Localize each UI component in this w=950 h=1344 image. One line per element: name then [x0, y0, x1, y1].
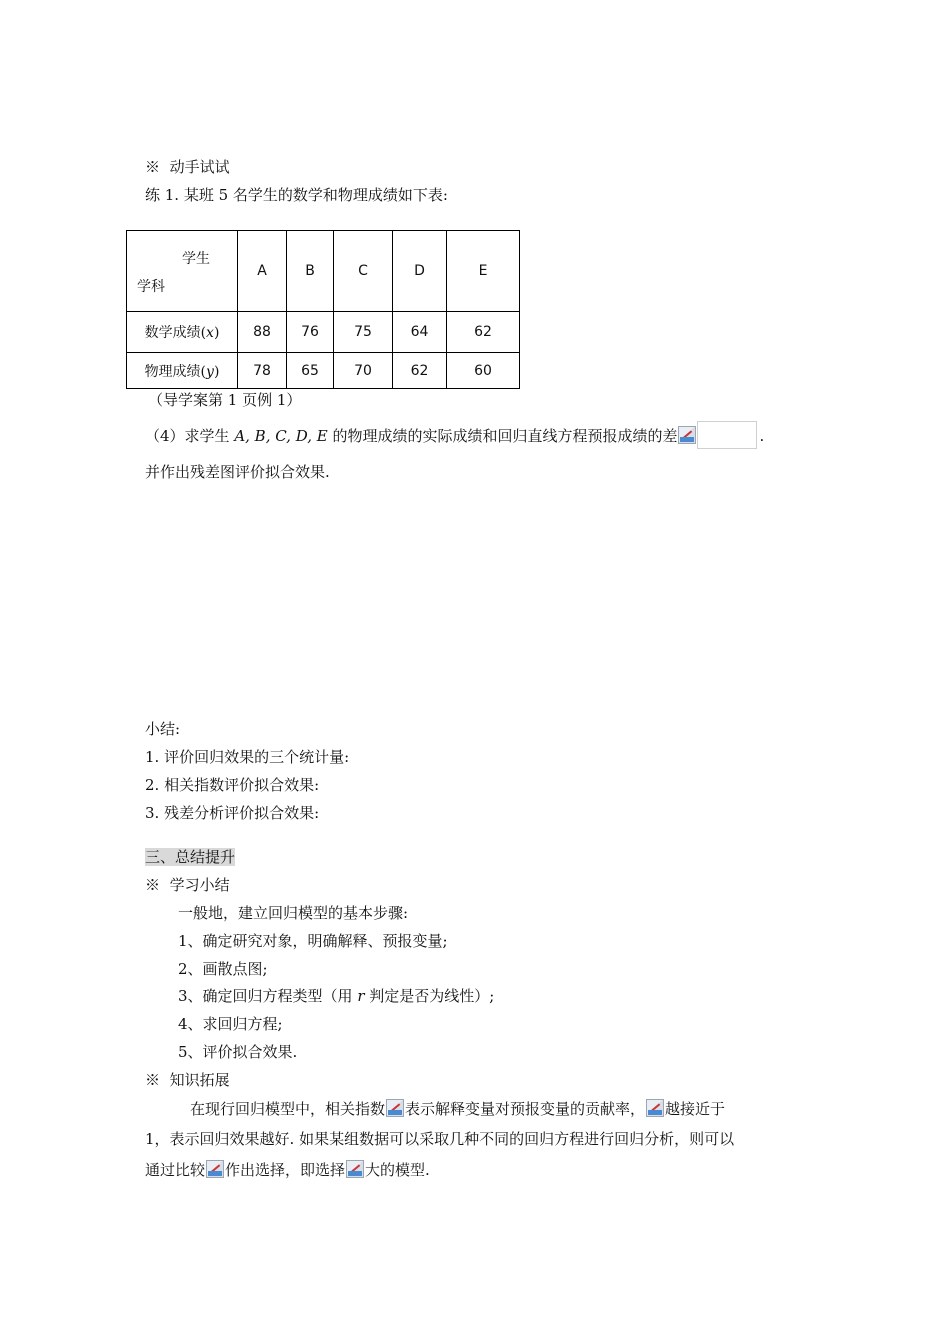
- study-summary-title: 学习小结: [169, 876, 230, 894]
- knowledge-title: 知识拓展: [169, 1071, 230, 1089]
- table-cell: 62: [447, 312, 520, 353]
- question-4-line2: 并作出残差图评价拟合效果.: [145, 463, 330, 481]
- knowledge-text: 在现行回归模型中，相关指数: [190, 1100, 386, 1118]
- table-cell: 70: [334, 353, 393, 389]
- study-summary-heading: [145, 875, 230, 895]
- table-cell: 65: [287, 353, 334, 389]
- question-4-end: .: [759, 427, 765, 445]
- row-variable: y: [206, 363, 214, 380]
- exercise-text: 练 1. 某班 5 名学生的数学和物理成绩如下表:: [145, 186, 448, 204]
- knowledge-text: 通过比较: [145, 1161, 206, 1179]
- answer-blank: [697, 421, 757, 449]
- question-4-suffix: 的物理成绩的实际成绩和回归直线方程预报成绩的差: [327, 427, 678, 445]
- formula-image-icon: [646, 1099, 664, 1117]
- question-4-line1: [145, 421, 764, 449]
- row-label-cell: [127, 312, 238, 353]
- row-label-close: ): [213, 325, 220, 341]
- summary-item: 3. 残差分析评价拟合效果:: [145, 804, 320, 822]
- table-cell: 75: [334, 312, 393, 353]
- knowledge-text: 作出选择，即选择: [225, 1161, 346, 1179]
- student-header-cell: D: [393, 231, 447, 312]
- row-label-close: ): [213, 363, 220, 380]
- table-header-row: [127, 231, 520, 312]
- table-cell: 78: [238, 353, 287, 389]
- summary-title: 小结:: [145, 720, 181, 738]
- study-summary-intro: 一般地，建立回归模型的基本步骤:: [178, 904, 409, 922]
- step-3-variable: r: [357, 987, 365, 1005]
- table-corner-cell: [127, 231, 238, 312]
- step-item: 1、确定研究对象，明确解释、预报变量;: [178, 932, 448, 950]
- reference-mark-icon: ※: [145, 1071, 161, 1089]
- question-4-students: A, B, C, D, E: [234, 427, 328, 445]
- row-label: 物理成绩(: [144, 363, 207, 380]
- header-subject-label: 学科: [137, 279, 165, 295]
- summary-item: 2. 相关指数评价拟合效果:: [145, 776, 320, 794]
- row-variable: x: [206, 325, 214, 341]
- table-cell: 60: [447, 353, 520, 389]
- formula-image-icon: [678, 426, 696, 444]
- knowledge-heading: [145, 1070, 230, 1090]
- knowledge-text: 表示解释变量对预报变量的贡献率，: [405, 1100, 646, 1118]
- try-it-heading: [145, 157, 230, 177]
- row-label-cell: [127, 353, 238, 389]
- formula-image-icon: [206, 1160, 224, 1178]
- knowledge-text: 大的模型.: [365, 1161, 430, 1179]
- step-3-prefix: 3、确定回归方程类型（用: [178, 987, 358, 1005]
- knowledge-text: 越接近于: [665, 1100, 726, 1118]
- step-item: 4、求回归方程;: [178, 1015, 283, 1033]
- table-cell: 62: [393, 353, 447, 389]
- header-student-label: 学生: [182, 251, 210, 267]
- formula-image-icon: [386, 1099, 404, 1117]
- reference-mark-icon: ※: [145, 876, 161, 894]
- formula-image-icon: [346, 1160, 364, 1178]
- step-3-suffix: 判定是否为线性）;: [364, 987, 495, 1005]
- section-3-heading: [145, 847, 235, 867]
- step-item: 2、画散点图;: [178, 960, 268, 978]
- table-cell: 88: [238, 312, 287, 353]
- reference-mark-icon: ※: [145, 158, 161, 176]
- knowledge-paragraph-line2: 1，表示回归效果越好. 如果某组数据可以采取几种不同的回归方程进行回归分析，则可以: [145, 1130, 735, 1148]
- table-row: [127, 353, 520, 389]
- table-cell: 76: [287, 312, 334, 353]
- question-4-prefix: （4）求学生: [145, 427, 235, 445]
- scores-table: [126, 230, 520, 389]
- try-it-title: 动手试试: [169, 158, 230, 176]
- table-row: [127, 312, 520, 353]
- section-3-title: 三、总结提升: [145, 848, 236, 866]
- student-header-cell: A: [238, 231, 287, 312]
- row-label: 数学成绩(: [144, 325, 207, 341]
- summary-item: 1. 评价回归效果的三个统计量:: [145, 748, 350, 766]
- reference-note: （导学案第 1 页例 1）: [148, 391, 302, 409]
- knowledge-paragraph-line3: [145, 1160, 430, 1180]
- knowledge-paragraph-line1: [190, 1099, 725, 1119]
- table-cell: 64: [393, 312, 447, 353]
- student-header-cell: B: [287, 231, 334, 312]
- step-item: [178, 986, 494, 1006]
- step-item: 5、评价拟合效果.: [178, 1043, 298, 1061]
- student-header-cell: C: [334, 231, 393, 312]
- student-header-cell: E: [447, 231, 520, 312]
